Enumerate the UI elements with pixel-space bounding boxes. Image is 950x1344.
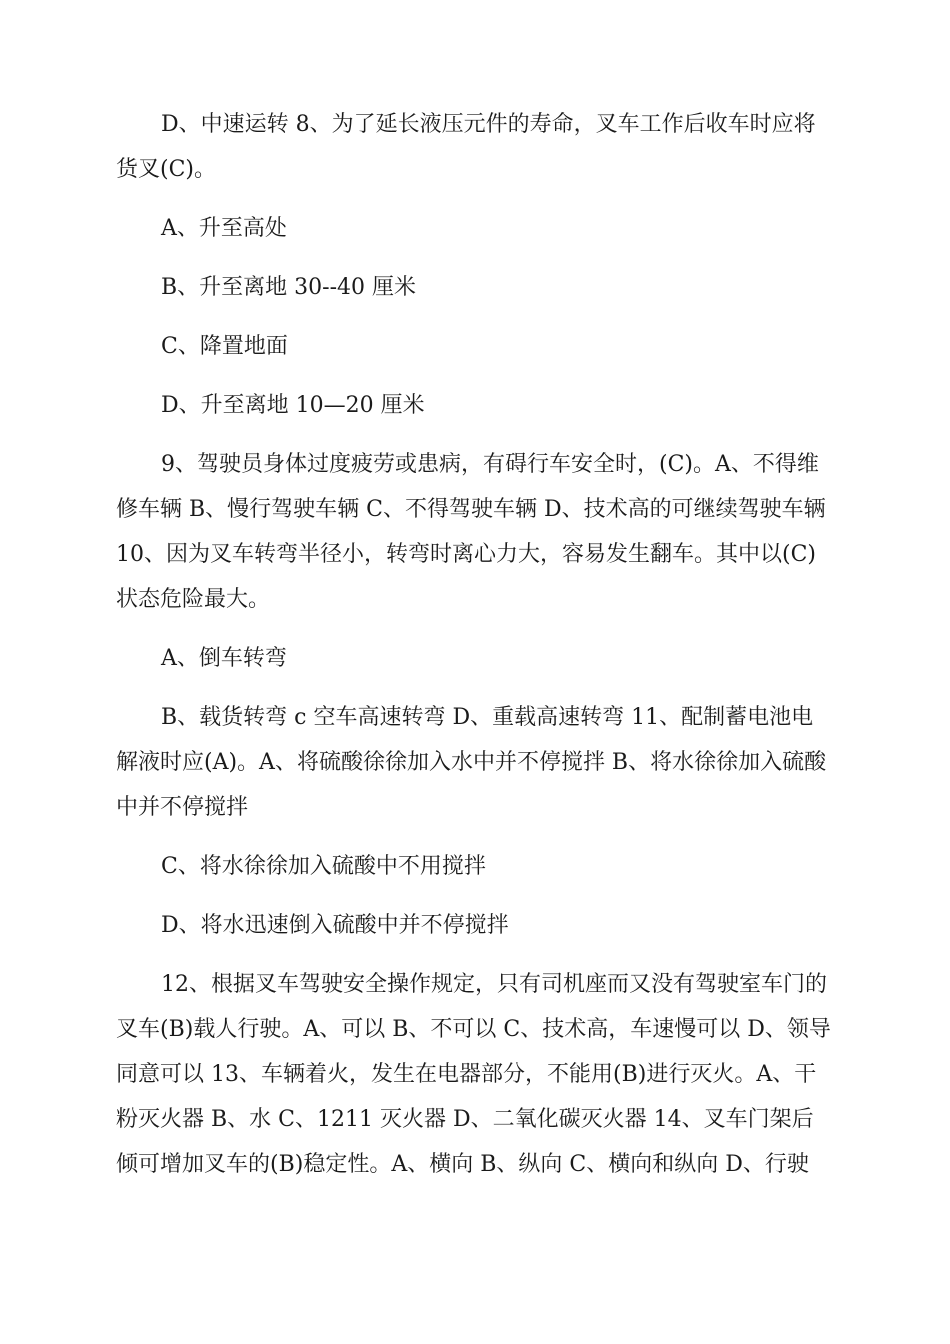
question-9-10-paragraph: 9、驾驶员身体过度疲劳或患病，有碍行车安全时，(C)。A、不得维修车辆 B、慢行驾驶车辆 C、不得驾驶车辆 D、技术高的可继续驾驶车辆 10、因为叉车转弯半径小，转弯时离心力大，容易发生翻车。其中以(C)状态危险最大。 (116, 452, 826, 612)
question-11-paragraph: B、载货转弯 c 空车高速转弯 D、重载高速转弯 11、配制蓄电池电解液时应(A)。A、将硫酸徐徐加入水中并不停搅拌 B、将水徐徐加入硫酸中并不停搅拌 (116, 705, 827, 820)
option-a: A、倒车转弯 (161, 646, 287, 671)
option-b: B、升至离地 30--40 厘米 (161, 275, 417, 300)
question-8-stem: D、中速运转 8、为了延长液压元件的寿命，叉车工作后收车时应将货叉(C)。 (116, 112, 816, 182)
option-a: A、升至高处 (161, 216, 287, 241)
option-c: C、降置地面 (161, 334, 288, 359)
option-d: D、升至离地 10—20 厘米 (161, 393, 425, 418)
option-c: C、将水徐徐加入硫酸中不用搅拌 (161, 854, 486, 879)
option-d: D、将水迅速倒入硫酸中并不停搅拌 (161, 913, 509, 938)
document-body (116, 102, 834, 1187)
question-12-14-paragraph: 12、根据叉车驾驶安全操作规定，只有司机座而又没有驾驶室车门的叉车(B)载人行驶。A、可以 B、不可以 C、技术高，车速慢可以 D、领导同意可以 13、车辆着火，发生在电器部分，不能用(B)进行灭火。A、干粉灭火器 B、水 C、1211 灭火器 D、二氧化碳灭火器 14、叉车门架后倾可增加叉车的(B)稳定性。A、横向 B、纵向 C、横向和纵向 D、行驶 (116, 972, 831, 1177)
